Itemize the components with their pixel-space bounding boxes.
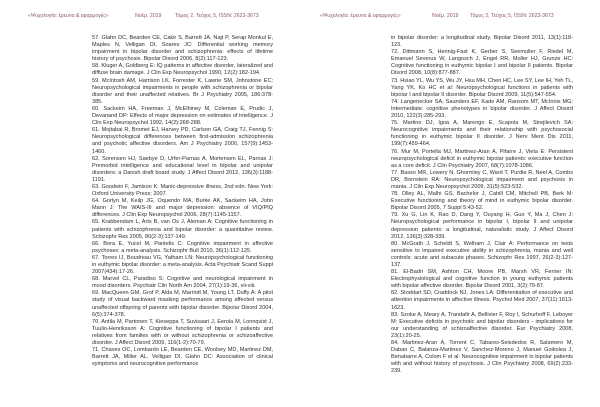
reference-entry: 70. Antila M, Partonen T, Kieseppa T, Suvisaari J, Eerola M, Lonnqvist J, Tuulio-Henriksson A: Cognitive functioning of bipolar I patients and relatives from families with or without schizophrenia or schizoaffective disorder. J Affect Disord 2009, 116(1-2):70-79. — [92, 318, 273, 347]
reference-entry: 79. Xu G, Lin K, Rao D, Dang Y, Ouyang H, Guo Y, Ma J, Chen J: Neuropsychological performance in bipolar I, bipolar II and unipolar depression patients: a longitudinal, naturalistic study. J Affect Disord 2012, 136(3):328-339. — [391, 212, 573, 240]
reference-entry: 69. MacQueen GM, Grof P, Alda M, Marriott M, Young LT, Duffy A: A pilot study of visual backward masking performance among affected versus unaffected offspring of parents with bipolar disorder. Bipolar Disord 2004, 6(5):374-378. — [92, 290, 273, 318]
journal-title: «Ψυχολογία: έρευνα & εφαρμογές» — [28, 13, 109, 19]
reference-entry: 65. Krabbendam L, Arts B, van Os J, Aleman A: Cognitive functioning in patients with schizophrenia and bipolar disorder: a quantitative review. Schizophr Res 2005, 80(2-3):137-149. — [92, 219, 273, 240]
volume-info: Τόμος 2, Τεύχος 5, ISSN: 2623-3673 — [175, 13, 259, 19]
reference-entry: 57. Glahn DC, Bearden CE, Cakir S, Barrett JA, Najt P, Serap Monkul E, Maples N, Velligan DI, Soares JC: Differential working memory impairment in bipolar disorder and schizophrenia: effects of lifetime history of psychosis. Bipolar Disord 2006, 8(2):117-123. — [92, 35, 273, 63]
issue-date: Νοέμ. 2019 — [135, 13, 162, 19]
reference-entry: 71. Chaves OC, Lombardo LE, Bearden CE, Woolsey MD, Martinez DM, Barrett JA, Miller AL, Velligan DI, Glahn DC: Association of clinical symptoms and neurocognitive performance — [92, 347, 273, 368]
reference-entry: 63. Goodwin F, Jamison K: Manic-depressive illness, 2nd edn. New York: Oxford University Press; 2007. — [92, 183, 273, 198]
reference-entry: 60. Sackeim HA, Freeman J, McElhiney M, Coleman E, Prudic J, Devanand DP: Effects of major depression on estimates of intelligence. J Clin Exp Neuropsychol 1992, 14(2):268-288. — [92, 105, 273, 127]
reference-entry: 59. McIntosh AM, Harrison LK, Forrester K, Lawrie SM, Johnstone EC: Neuropsychological impairments in people with schizophrenia or bipolar disorder and their unaffected relatives. Br J Psychiatry 2005, 186:378-385. — [92, 77, 273, 105]
reference-entry: 81. El-Badri SM, Ashton CH, Moore PB, Marsh VR, Ferrier IN: Electrophysiological and cognitive function in young euthymic patients with bipolar affective disorder. Bipolar Disord 2001, 3(2):79-87. — [391, 269, 573, 290]
reference-entry: 64. Gorlyn M, Keilp JG, Oquendo MA, Burke AK, Sackeim HA, John Mann J: The WAIS-III and major depression: absence of VIQ/PIQ differences. J Clin Exp Neuropsychol 2006, 28(7):1145-1157. — [92, 198, 273, 219]
reference-entry: 74. Langenecker SA, Saunders EF, Kade AM, Ransom MT, McInnis MG: Intermediate: cognitive phenotypes in bipolar disorder. J Affect Disord 2010, 122(3):285-293. — [391, 98, 573, 120]
reference-entry: 80. McGrath J, Scheldt S, Welham J, Clair A: Performance on tests sensitive to impaired executive ability in schizophrenia, mania and well controls: acute and subacute phases. Schizophr Res 1997, 26(2-3):127-137. — [391, 240, 573, 268]
reference-entry: 67. Torres IJ, Boudreau VG, Yatham LN: Neuropsychological functioning in euthymic bipolar disorder: a meta-analysis. Acta Psychiatr Scand Suppl 2007(434):17-26. — [92, 254, 273, 276]
reference-entry: 61. Mojtabai R, Bromet EJ, Harvey PD, Carlson GA, Craig TJ, Fennig S: Neuropsychological differences between first-admission schizophrenia and psychotic affective disorders. Am J Psychiatry 2000, 157(9):1453-1460. — [92, 127, 273, 155]
reference-entry: 73. Hsiao YL, Wu YS, Wu JY, Hsu MH, Chen HC, Lee SY, Lee IH, Yeh TL, Yang YK, Ko HC et al: Neuropsychological functions in patients with bipolar I and bipolar II disorder. Bipolar Disord 2009, 11(5):547-554. — [391, 77, 573, 98]
reference-entry: 62. Sorensen HJ, Saebye D, Urfer-Parnas A, Mortensen EL, Parnas J: Premorbid intelligence and educational level in bipolar and unipolar disorders: a Danish draft board study. J Affect Disord 2012, 136(3):1188-1191. — [92, 155, 273, 183]
reference-entry: 68. Marvel CL, Paradiso S: Cognitive and neurological impairment in mood disorders. Psychiatr Clin North Am 2004, 27(1):19-36, vii-viii. — [92, 276, 273, 290]
issue-date: Νοέμ. 2019 — [432, 13, 459, 19]
reference-entry: 58. Kluger A, Goldberg E: IQ patterns in affective disorder, lateralized and diffuse brain damage. J Clin Exp Neuropsychol 1990, 12(2):182-194. — [92, 63, 273, 77]
reference-entry: 78. Olley AL, Malhi GS, Bachelor J, Cahill CM, Mitchell PB, Berk M: Executive functioning and theory of mind in euthymic bipolar disorder. Bipolar Disord 2005, 7 Suppl 5:43-52. — [391, 191, 573, 212]
reference-entry: 75. Martino DJ, Igoa A, Marengo E, Scapola M, Strejilevich SA: Neurocognitive impairments and their relationship with psychosocial functioning in euthymic bipolar II disorder. J Nerv Ment Dis 2011, 199(7):459-464. — [391, 120, 573, 148]
journal-title: «Ψυχολογία: έρευνα & εφαρμογές» — [320, 13, 401, 19]
references-right-column — [391, 35, 573, 376]
reference-entry: 84. Martinez-Aran A, Torrent C, Tabares-Seisdedos R, Salamero M, Daban C, Balanza-Martinez V, Sanchez-Moreno J, Manuel Goikolea J, Benabarre A, Colom F et al: Neurocognitive impairment in bipolar patients with and without history of psychosis. J Clin Psychiatry 2008, 69(2):233-239. — [391, 340, 573, 375]
reference-entry: 77. Basso MR, Lowery N, Ghormley C, Ward T, Purdie R, Neel A, Combs DR, Bornstein RA: Neuropsychological impairment and psychosis in mania. J Clin Exp Neuropsychol 2009, 31(5):523-532. — [391, 169, 573, 190]
references-left-column — [92, 35, 273, 368]
reference-entry: 76. Mur M, Portella MJ, Martinez-Aran A, Pifarre J, Vieta E: Persistent neuropsychological deficit in euthymic bipolar patients: executive function as a core deficit. J Clin Psychiatry 2007, 68(7):1078-1086. — [391, 148, 573, 169]
reference-entry: 82. Stoddart SD, Craddock NJ, Jones LA: Differentiation of executive and attention impairments in affective illness. Psychol Med 2007, 37(11):1613-1623. — [391, 290, 573, 311]
reference-entry: 72. Dittmann S, Hennig-Fast K, Gerber S, Seemuller F, Riedel M, Emanuel Severus W, Langosch J, Engel RR, Moller HJ, Grunze HC: Cognitive functioning in euthymic bipolar I and bipolar II patients. Bipolar Disord 2008, 10(8):877-887. — [391, 49, 573, 77]
reference-entry: in bipolar disorder: a longitudinal study. Bipolar Disord 2011, 13(1):118-123. — [391, 35, 573, 49]
reference-entry: 83. Szoke A, Meary A, Trandafir A, Bellivier F, Roy I, Schurhoff F, Leboyer M: Executive deficits in psychotic and bipolar disorders - implications for our understanding of schizoaffective disorder. Eur Psychiatry 2008, 23(1):20-25. — [391, 311, 573, 339]
reference-entry: 66. Bora E, Yucel M, Pantelis C: Cognitive impairment in affective psychoses: a meta-analysis. Schizophr Bull 2010, 36(1):112-125. — [92, 240, 273, 254]
volume-info: Τόμος 2, Τεύχος 5, ISSN: 2623-3673 — [470, 13, 554, 19]
